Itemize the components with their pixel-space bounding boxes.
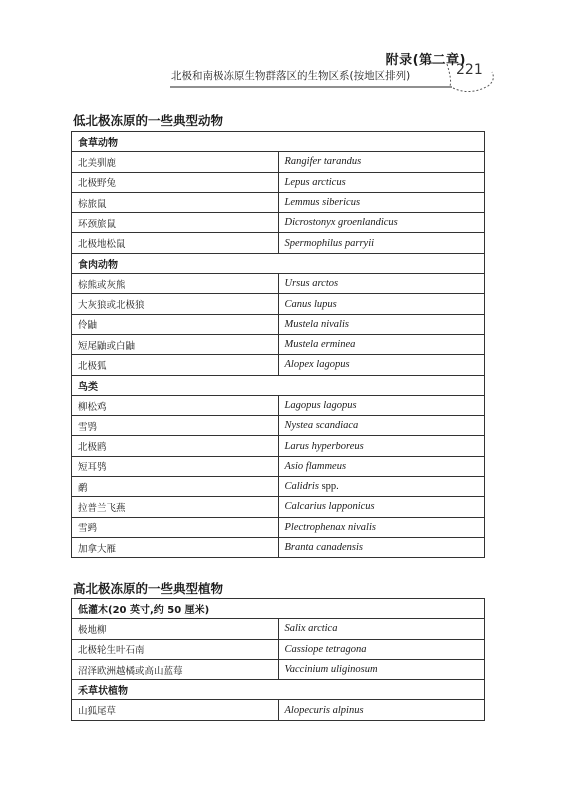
category-label: 鸟类: [72, 375, 485, 395]
table-row: [72, 659, 485, 679]
latin-name-cell: [278, 517, 485, 537]
latin-name-cell: [278, 334, 485, 354]
table-row: [72, 152, 485, 172]
latin-name: Alopecuris alpinus: [284, 704, 364, 716]
table-row: [72, 436, 485, 456]
latin-name-cell: [278, 355, 485, 375]
latin-name-cell: [278, 456, 485, 476]
plants-section-title: 高北极冻原的一些典型植物: [73, 581, 224, 596]
table-row: [72, 274, 485, 294]
category-row: [72, 680, 485, 700]
table-row: [72, 294, 485, 314]
common-name-cell: 伶鼬: [72, 314, 279, 334]
latin-name: Alopex lagopus: [284, 359, 350, 371]
latin-name-cell: [278, 395, 485, 415]
table-row: [72, 213, 485, 233]
latin-name-cell: [278, 639, 485, 659]
table-row: [72, 639, 485, 659]
latin-name: Salix arctica: [284, 623, 338, 635]
latin-name: Cassiope tetragona: [284, 643, 367, 655]
common-name-cell: 棕旅鼠: [72, 192, 279, 212]
latin-name: Vaccinium uliginosum: [284, 664, 378, 676]
category-row: [72, 599, 485, 619]
latin-name-cell: [278, 659, 485, 679]
latin-name: Lemmus sibericus: [284, 197, 361, 209]
latin-name-cell: [278, 537, 485, 557]
common-name-cell: 鹬: [72, 477, 279, 497]
common-name-cell: 雪鹀: [72, 517, 279, 537]
category-label: 食草动物: [72, 132, 485, 152]
common-name-cell: 沼泽欧洲越橘或高山蓝莓: [72, 659, 279, 679]
table-row: [72, 172, 485, 192]
latin-name: Rangifer tarandus: [284, 156, 362, 168]
latin-name-cell: [278, 294, 485, 314]
common-name-cell: 环颈旅鼠: [72, 213, 279, 233]
latin-name-cell: [278, 152, 485, 172]
latin-name: Mustela nivalis: [284, 318, 349, 330]
common-name-cell: 柳松鸡: [72, 395, 279, 415]
running-subtitle: 北极和南极冻原生物群落区的生物区系(按地区排列): [171, 70, 411, 82]
common-name-cell: 北极地松鼠: [72, 233, 279, 253]
table-row: [72, 395, 485, 415]
category-label: 禾草状植物: [72, 680, 485, 700]
table-row: [72, 355, 485, 375]
latin-name: Branta canadensis: [284, 542, 363, 554]
common-name-cell: 北极野兔: [72, 172, 279, 192]
latin-name: Calidris: [284, 481, 319, 493]
common-name-cell: 山狐尾草: [72, 700, 279, 720]
category-label: 食肉动物: [72, 253, 485, 273]
common-name-cell: 北极狐: [72, 355, 279, 375]
table-row: [72, 619, 485, 639]
latin-name: Spermophilus parryii: [284, 237, 375, 249]
latin-name: Canus lupus: [284, 298, 337, 310]
latin-name: Calcarius lapponicus: [284, 501, 375, 513]
animals-section-title: 低北极冻原的一些典型动物: [73, 113, 224, 128]
table-row: [72, 314, 485, 334]
table-row: [72, 537, 485, 557]
category-row: [72, 375, 485, 395]
latin-name-cell: [278, 274, 485, 294]
latin-name: Plectrophenax nivalis: [284, 521, 376, 533]
common-name-cell: 雪鸮: [72, 416, 279, 436]
table-row: [72, 416, 485, 436]
latin-name-cell: [278, 700, 485, 720]
common-name-cell: 北美驯鹿: [72, 152, 279, 172]
latin-name-suffix: spp.: [318, 481, 339, 493]
table-row: [72, 233, 485, 253]
latin-name: Mustela erminea: [284, 339, 356, 351]
header-rule-graphic: [0, 0, 570, 100]
latin-name: Lagopus lagopus: [284, 400, 357, 411]
latin-name-cell: [278, 192, 485, 212]
table-row: [72, 477, 485, 497]
latin-name-cell: [278, 619, 485, 639]
latin-name-cell: [278, 477, 485, 497]
table-row: [72, 517, 485, 537]
latin-name-cell: [278, 172, 485, 192]
latin-name-cell: [278, 497, 485, 517]
chapter-label: 附录(第二章): [385, 53, 466, 68]
common-name-cell: 极地柳: [72, 619, 279, 639]
plants-table: [71, 598, 485, 721]
category-row: [72, 132, 485, 152]
latin-name: Lepus arcticus: [284, 176, 346, 188]
table-row: [72, 700, 485, 720]
latin-name-cell: [278, 213, 485, 233]
latin-name: Ursus arctos: [284, 278, 339, 290]
common-name-cell: 棕熊或灰熊: [72, 274, 279, 294]
category-row: [72, 253, 485, 273]
latin-name-cell: [278, 233, 485, 253]
table-row: [72, 192, 485, 212]
common-name-cell: 大灰狼或北极狼: [72, 294, 279, 314]
latin-name-cell: [278, 416, 485, 436]
common-name-cell: 加拿大雁: [72, 537, 279, 557]
latin-name: Nystea scandiaca: [284, 420, 359, 432]
table-row: [72, 334, 485, 354]
running-header: [0, 0, 570, 100]
latin-name: Asio flammeus: [284, 460, 347, 472]
common-name-cell: 短尾鼬或白鼬: [72, 334, 279, 354]
animals-table: [71, 131, 485, 558]
common-name-cell: 北极轮生叶石南: [72, 639, 279, 659]
latin-name: Larus hyperboreus: [284, 440, 364, 452]
table-row: [72, 456, 485, 476]
table-row: [72, 497, 485, 517]
common-name-cell: 短耳鸮: [72, 456, 279, 476]
page-number: 221: [456, 62, 483, 78]
latin-name: Dicrostonyx groenlandicus: [284, 217, 398, 229]
common-name-cell: 拉普兰飞燕: [72, 497, 279, 517]
category-label: 低灌木(20 英寸,约 50 厘米): [72, 599, 485, 619]
common-name-cell: 北极鸥: [72, 436, 279, 456]
latin-name-cell: [278, 436, 485, 456]
latin-name-cell: [278, 314, 485, 334]
